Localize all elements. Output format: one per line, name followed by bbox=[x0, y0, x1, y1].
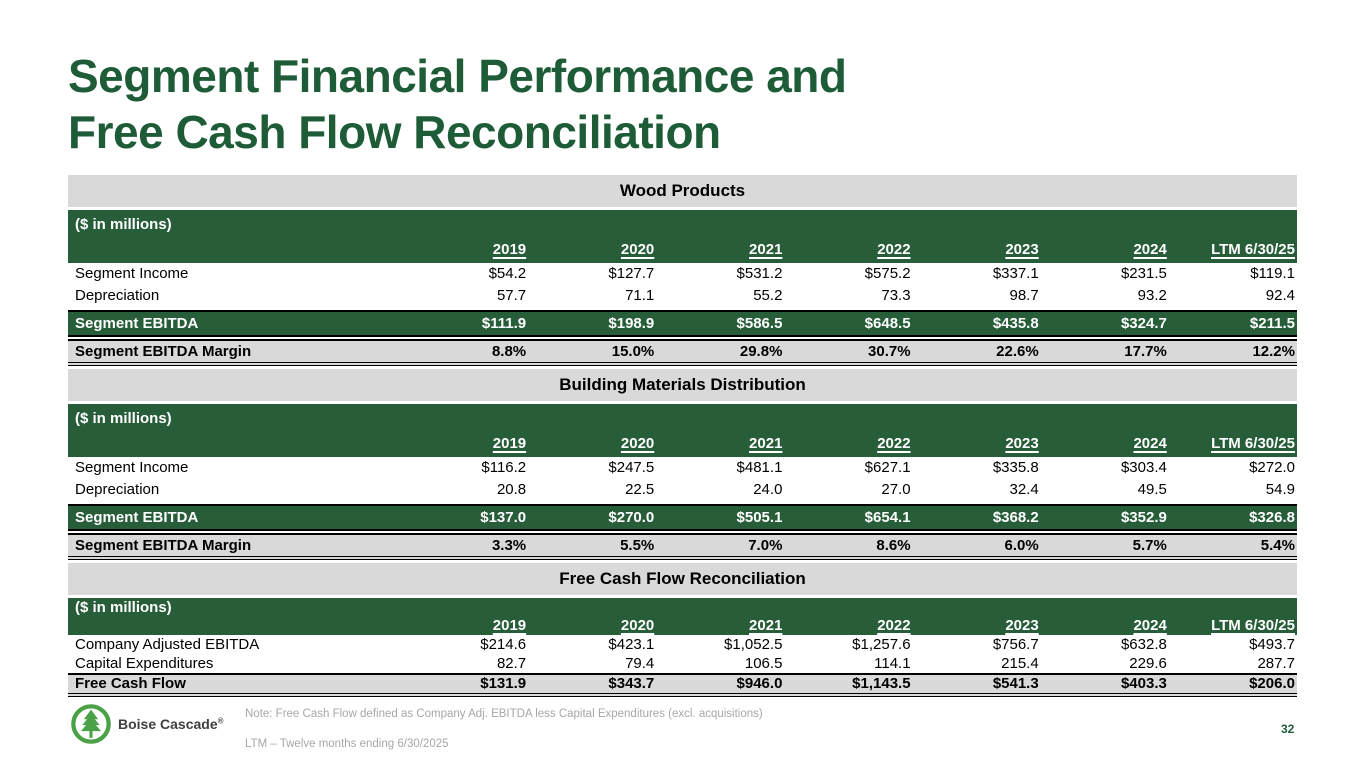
row-label: Depreciation bbox=[75, 287, 160, 304]
table-row bbox=[68, 339, 1297, 366]
cell-value: 8.6% bbox=[876, 537, 911, 554]
cell-value: 8.8% bbox=[491, 343, 527, 360]
wood-products-table bbox=[68, 175, 1297, 366]
cell-value: $137.0 bbox=[480, 509, 527, 526]
table-row bbox=[68, 479, 1297, 501]
year-header: 2023 bbox=[1005, 241, 1039, 258]
cell-value: $335.8 bbox=[992, 459, 1039, 476]
row-label: Segment Income bbox=[75, 265, 189, 282]
cell-value: $505.1 bbox=[736, 509, 783, 526]
year-header: 2021 bbox=[749, 617, 783, 634]
units-label: ($ in millions) bbox=[75, 599, 172, 616]
year-header: 2022 bbox=[877, 435, 911, 452]
cell-value: $214.6 bbox=[480, 636, 527, 653]
table-body bbox=[68, 457, 1297, 560]
cell-value: $493.7 bbox=[1249, 636, 1295, 653]
cell-value: $206.0 bbox=[1249, 675, 1295, 692]
cell-value: 17.7% bbox=[1124, 343, 1167, 360]
free-cash-flow-table bbox=[68, 563, 1297, 697]
table-row bbox=[68, 263, 1297, 285]
cell-value: $324.7 bbox=[1120, 315, 1167, 332]
cell-value: 106.5 bbox=[744, 655, 783, 672]
table-header bbox=[68, 598, 1297, 635]
cell-value: $54.2 bbox=[488, 265, 527, 282]
cell-value: 15.0% bbox=[611, 343, 655, 360]
cell-value: $247.5 bbox=[608, 459, 655, 476]
cell-value: $198.9 bbox=[608, 315, 655, 332]
cell-value: 49.5 bbox=[1137, 481, 1167, 498]
cell-value: $119.1 bbox=[1250, 265, 1295, 282]
year-header: LTM 6/30/25 bbox=[1211, 435, 1295, 452]
cell-value: $337.1 bbox=[992, 265, 1039, 282]
cell-value: $352.9 bbox=[1120, 509, 1167, 526]
year-header: 2024 bbox=[1133, 617, 1167, 634]
cell-value: 93.2 bbox=[1137, 287, 1167, 304]
row-label: Depreciation bbox=[75, 481, 160, 498]
cell-value: $632.8 bbox=[1120, 636, 1167, 653]
registered-mark: ® bbox=[217, 716, 224, 726]
year-header: 2019 bbox=[492, 617, 527, 634]
year-header: LTM 6/30/25 bbox=[1211, 241, 1295, 258]
cell-value: 229.6 bbox=[1129, 655, 1167, 672]
year-header: LTM 6/30/25 bbox=[1211, 617, 1295, 634]
table-title: Building Materials Distribution bbox=[68, 369, 1297, 401]
table-header bbox=[68, 210, 1297, 263]
page-number: 32 bbox=[1281, 722, 1295, 736]
cell-value: $648.5 bbox=[864, 315, 911, 332]
tree-logo-icon bbox=[70, 703, 112, 745]
table-row bbox=[68, 285, 1297, 307]
row-label: Free Cash Flow bbox=[75, 675, 186, 692]
page-title bbox=[68, 48, 847, 160]
units-label: ($ in millions) bbox=[75, 410, 172, 427]
cell-value: 6.0% bbox=[1004, 537, 1039, 554]
cell-value: $1,257.6 bbox=[852, 636, 911, 653]
cell-value: 57.7 bbox=[496, 287, 527, 304]
table-row bbox=[68, 635, 1297, 654]
cell-value: $303.4 bbox=[1120, 459, 1167, 476]
cell-value: $946.0 bbox=[736, 675, 783, 692]
row-label: Segment EBITDA bbox=[75, 315, 199, 332]
year-header: 2020 bbox=[620, 617, 655, 634]
page-title-line1: Segment Financial Performance and bbox=[68, 50, 847, 102]
cell-value: 5.7% bbox=[1132, 537, 1167, 554]
building-materials-distribution-table bbox=[68, 369, 1297, 560]
cell-value: $211.5 bbox=[1249, 315, 1295, 332]
year-header: 2020 bbox=[620, 241, 655, 258]
cell-value: 27.0 bbox=[881, 481, 911, 498]
row-label: Segment EBITDA bbox=[75, 509, 199, 526]
cell-value: 32.4 bbox=[1009, 481, 1039, 498]
cell-value: 71.1 bbox=[625, 287, 655, 304]
cell-value: 22.5 bbox=[625, 481, 655, 498]
logo-wordmark: Boise Cascade® bbox=[118, 716, 224, 732]
year-header: 2023 bbox=[1005, 617, 1039, 634]
row-label: Capital Expenditures bbox=[75, 655, 214, 672]
cell-value: $586.5 bbox=[736, 315, 783, 332]
year-header-spacer bbox=[68, 433, 400, 457]
year-header-spacer bbox=[68, 239, 400, 263]
year-header: 2021 bbox=[749, 241, 783, 258]
year-header-row bbox=[68, 617, 1297, 635]
table-row bbox=[68, 457, 1297, 479]
cell-value: $131.9 bbox=[480, 675, 527, 692]
year-header: 2023 bbox=[1005, 435, 1039, 452]
table-title: Free Cash Flow Reconciliation bbox=[68, 563, 1297, 595]
cell-value: 7.0% bbox=[748, 537, 783, 554]
units-label: ($ in millions) bbox=[75, 216, 172, 233]
year-header: 2022 bbox=[877, 241, 911, 258]
boise-cascade-logo bbox=[70, 703, 224, 745]
cell-value: 287.7 bbox=[1257, 655, 1295, 672]
cell-value: $575.2 bbox=[864, 265, 911, 282]
cell-value: $111.9 bbox=[481, 315, 527, 332]
table-row bbox=[68, 673, 1297, 697]
table-header bbox=[68, 404, 1297, 457]
footnote-ltm-definition: LTM – Twelve months ending 6/30/2025 bbox=[245, 738, 449, 750]
page-title-line2: Free Cash Flow Reconciliation bbox=[68, 106, 721, 159]
cell-value: $272.0 bbox=[1249, 459, 1295, 476]
year-header: 2019 bbox=[492, 435, 527, 452]
table-row bbox=[68, 533, 1297, 560]
cell-value: 54.9 bbox=[1265, 481, 1295, 498]
cell-value: 82.7 bbox=[496, 655, 527, 672]
footnote-fcf-definition: Note: Free Cash Flow defined as Company Adj. EBITDA less Capital Expenditures (excl. acquisitions) bbox=[245, 708, 763, 720]
row-label: Company Adjusted EBITDA bbox=[75, 636, 260, 653]
year-header-spacer bbox=[68, 617, 400, 635]
cell-value: $1,052.5 bbox=[724, 636, 783, 653]
cell-value: 22.6% bbox=[996, 343, 1039, 360]
cell-value: 30.7% bbox=[868, 343, 911, 360]
cell-value: $270.0 bbox=[608, 509, 655, 526]
cell-value: $531.2 bbox=[736, 265, 783, 282]
cell-value: 92.4 bbox=[1265, 287, 1295, 304]
cell-value: 114.1 bbox=[874, 655, 911, 672]
year-header-row bbox=[68, 433, 1297, 457]
year-header: 2021 bbox=[749, 435, 783, 452]
cell-value: 79.4 bbox=[625, 655, 655, 672]
cell-value: $435.8 bbox=[992, 315, 1039, 332]
cell-value: $654.1 bbox=[864, 509, 911, 526]
cell-value: 29.8% bbox=[739, 343, 783, 360]
cell-value: $627.1 bbox=[864, 459, 911, 476]
cell-value: $343.7 bbox=[608, 675, 655, 692]
cell-value: 55.2 bbox=[753, 287, 783, 304]
row-label: Segment Income bbox=[75, 459, 189, 476]
year-header: 2022 bbox=[877, 617, 911, 634]
cell-value: 12.2% bbox=[1252, 343, 1295, 360]
cell-value: $541.3 bbox=[992, 675, 1039, 692]
cell-value: $326.8 bbox=[1249, 509, 1295, 526]
table-row bbox=[68, 504, 1297, 531]
table-body bbox=[68, 635, 1297, 697]
row-label: Segment EBITDA Margin bbox=[75, 343, 252, 360]
year-header: 2020 bbox=[620, 435, 655, 452]
cell-value: 98.7 bbox=[1009, 287, 1039, 304]
row-label: Segment EBITDA Margin bbox=[75, 537, 252, 554]
table-title: Wood Products bbox=[68, 175, 1297, 207]
year-header-row bbox=[68, 239, 1297, 263]
cell-value: 5.5% bbox=[620, 537, 655, 554]
cell-value: $423.1 bbox=[608, 636, 655, 653]
year-header: 2024 bbox=[1133, 435, 1167, 452]
cell-value: $1,143.5 bbox=[852, 675, 911, 692]
cell-value: $481.1 bbox=[736, 459, 783, 476]
cell-value: 20.8 bbox=[496, 481, 527, 498]
cell-value: $116.2 bbox=[481, 459, 527, 476]
cell-value: 215.4 bbox=[1001, 655, 1039, 672]
table-body bbox=[68, 263, 1297, 366]
cell-value: $231.5 bbox=[1120, 265, 1167, 282]
cell-value: 5.4% bbox=[1260, 537, 1295, 554]
table-row bbox=[68, 310, 1297, 337]
table-row bbox=[68, 654, 1297, 673]
year-header: 2024 bbox=[1133, 241, 1167, 258]
cell-value: 73.3 bbox=[881, 287, 911, 304]
cell-value: 3.3% bbox=[491, 537, 527, 554]
cell-value: $756.7 bbox=[992, 636, 1039, 653]
cell-value: $403.3 bbox=[1120, 675, 1167, 692]
cell-value: $368.2 bbox=[992, 509, 1039, 526]
cell-value: $127.7 bbox=[608, 265, 655, 282]
year-header: 2019 bbox=[492, 241, 527, 258]
cell-value: 24.0 bbox=[753, 481, 783, 498]
